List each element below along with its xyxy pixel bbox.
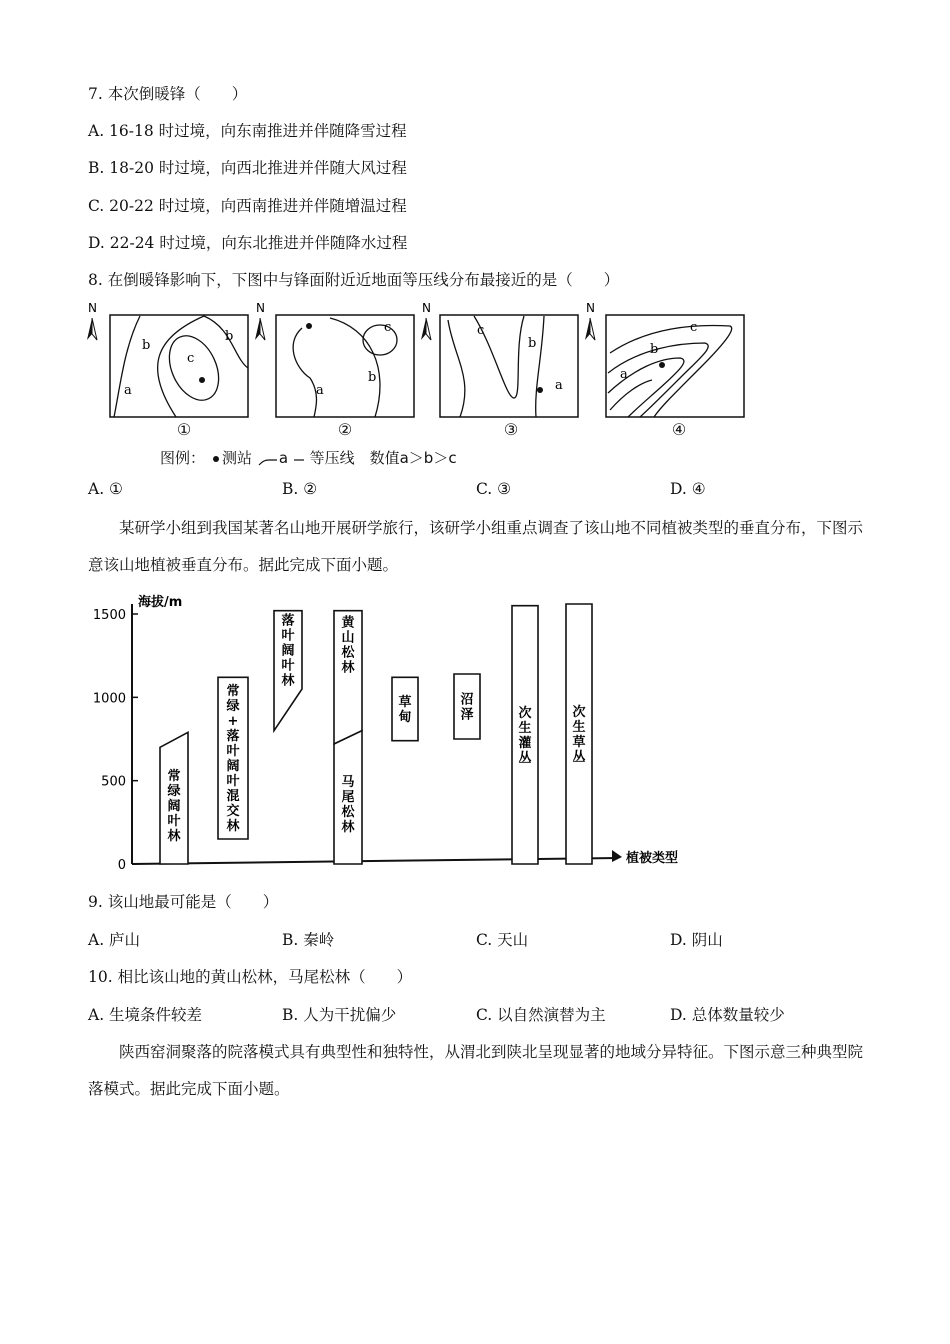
station-dot (199, 377, 205, 383)
q9-stem: 9. 该山地最可能是（ ） (88, 893, 279, 911)
map-number-3: ③ (503, 420, 519, 439)
svg-text:b: b (368, 370, 377, 385)
q7-option-d: D. 22-24 时过境，向东北推进并伴随降水过程 (88, 234, 408, 252)
intro-cave-dwelling: 陕西窑洞聚落的院落模式具有典型性和独特性，从渭北到陕北呈现显著的地域分异特征。下图示意三种典型院落模式。据此完成下面小题。 (88, 1043, 864, 1098)
svg-text:c: c (384, 320, 392, 335)
vegetation-chart (88, 592, 708, 874)
vegetation-label: 次生草丛 (572, 705, 586, 765)
vegetation-label: 马尾松林 (341, 775, 355, 835)
y-axis-label: 海拔/m (138, 595, 183, 610)
q10-option-a: A. 生境条件较差 (88, 1006, 203, 1024)
north-arrow-icon (87, 318, 92, 340)
x-axis-label: 植被类型 (626, 851, 679, 866)
q7-option-c: C. 20-22 时过境，向西南推进并伴随增温过程 (88, 197, 407, 215)
isobar-map-4 (580, 298, 750, 422)
map-number-2: ② (337, 420, 353, 439)
q8-option-b: B. ② (282, 480, 318, 498)
map-number-1: ① (176, 420, 192, 439)
legend-station: 测站 (222, 449, 253, 467)
vegetation-label: 沼泽 (460, 692, 474, 723)
svg-text:a: a (124, 383, 132, 398)
y-tick-label: 1000 (92, 691, 126, 707)
q8-option-c: C. ③ (476, 480, 512, 498)
q8-option-a: A. ① (88, 480, 123, 498)
q10-stem: 10. 相比该山地的黄山松林，马尾松林（ ） (88, 968, 413, 986)
station-dot (659, 362, 665, 368)
station-dot (537, 387, 543, 393)
svg-text:a: a (620, 367, 628, 382)
station-dot-icon (213, 456, 219, 462)
svg-text:b: b (650, 342, 659, 357)
q7-stem: 7. 本次倒暖锋（ ） (88, 85, 248, 103)
svg-text:c: c (187, 351, 195, 366)
north-label: N (88, 301, 97, 315)
x-axis (132, 858, 618, 864)
q7-option-a: A. 16-18 时过境，向东南推进并伴随降雪过程 (88, 122, 407, 140)
legend-isobar-letter: a (278, 449, 289, 467)
svg-text:b: b (225, 329, 234, 344)
svg-text:N: N (422, 301, 431, 315)
y-tick-label: 500 (101, 774, 126, 790)
q9-option-c: C. 天山 (476, 931, 529, 949)
legend-order: 数值a＞b＞c (369, 449, 457, 467)
svg-text:N: N (586, 301, 595, 315)
vegetation-label: 常绿+落叶阔叶混交林 (226, 684, 240, 835)
q8-options (88, 480, 868, 502)
q8-stem: 8. 在倒暖锋影响下，下图中与锋面附近近地面等压线分布最接近的是（ ） (88, 271, 620, 289)
q9-option-a: A. 庐山 (88, 931, 141, 949)
svg-text:b: b (142, 338, 151, 353)
q10-option-b: B. 人为干扰偏少 (282, 1006, 397, 1024)
vegetation-label: 落叶阔叶林 (281, 613, 295, 689)
map-legend (160, 447, 457, 468)
isobar-line-icon (257, 451, 279, 467)
vegetation-label: 草甸 (398, 695, 412, 725)
svg-text:c: c (477, 323, 485, 338)
svg-text:N: N (256, 301, 265, 315)
isobar-map-2 (250, 298, 420, 422)
intro-vegetation: 某研学小组到我国某著名山地开展研学旅行，该研学小组重点调查了该山地不同植被类型的垂直分布，下图示意该山地植被垂直分布。据此完成下面小题。 (88, 519, 864, 574)
x-axis-arrow-icon (612, 850, 622, 862)
svg-text:b: b (528, 336, 537, 351)
q7-option-b: B. 18-20 时过境，向西北推进并伴随大风过程 (88, 159, 407, 177)
vegetation-label: 黄山松林 (341, 615, 355, 676)
station-dot (306, 323, 312, 329)
y-tick-label: 0 (117, 858, 126, 873)
q10-option-d: D. 总体数量较少 (670, 1006, 785, 1024)
north-arrow-icon (585, 318, 590, 340)
q10-option-c: C. 以自然演替为主 (476, 1006, 606, 1024)
q9-option-b: B. 秦岭 (282, 931, 335, 949)
map-number-4: ④ (671, 420, 687, 439)
vegetation-label: 常绿阔叶林 (167, 769, 181, 845)
q10-options (88, 1003, 868, 1025)
isobar-map-3 (414, 298, 584, 422)
legend-isobar: 等压线 (309, 449, 355, 467)
q9-option-d: D. 阴山 (670, 931, 723, 949)
isobar-map-1 (84, 298, 254, 422)
q8-option-d: D. ④ (670, 480, 706, 498)
svg-text:a: a (316, 383, 324, 398)
north-arrow-icon (421, 318, 426, 340)
vegetation-label: 次生灌丛 (518, 705, 532, 766)
y-tick-label: 1500 (92, 608, 126, 623)
legend-prefix: 图例： (160, 449, 206, 467)
svg-text:a: a (555, 378, 563, 393)
q9-options (88, 928, 868, 950)
north-arrow-icon (255, 318, 260, 340)
svg-text:c: c (690, 320, 698, 335)
